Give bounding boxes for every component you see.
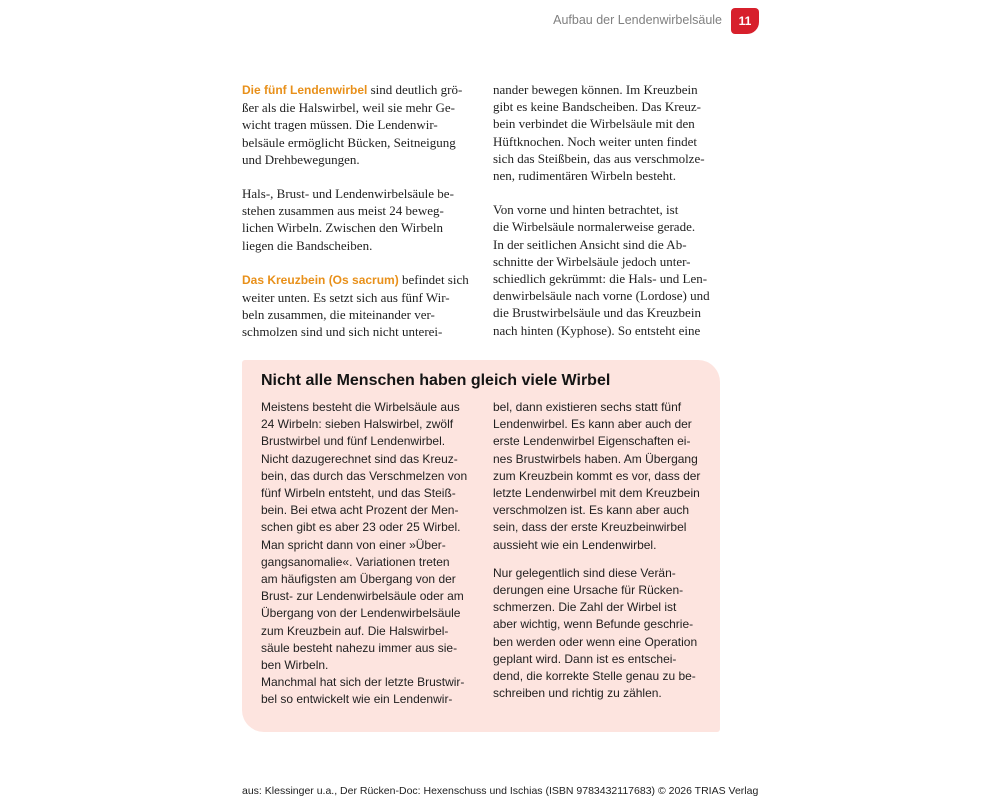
info-paragraph: Nur gelegentlich sind diese Verän- derungen eine Ursache für Rücken- schmerzen. Die Zahl der Wirbel ist aber wichtig, wenn Befunde geschrie- ben werden oder wenn eine Operation geplant wird. Dann ist es entschei- dend, die korrekte Stelle genau zu be- schreiben und richtig zu zählen.	[493, 565, 698, 701]
main-left-column	[242, 81, 470, 358]
paragraph-lendenwirbel	[242, 81, 470, 168]
info-box-left-column	[261, 399, 486, 720]
info-paragraph: bel, dann existieren sechs statt fünf Lendenwirbel. Es kann aber auch der erste Lendenwirbel Eigenschaften ei- nes Brustwirbels haben. Am Übergang zum Kreuzbein kommt es vor, dass der letzte Lendenwirbel mit dem Kreuzbein verschmolzen ist. Es kann aber auch sein, dass der erste Kreuzbeinwirbel aussieht wie ein Lendenwirbel.	[493, 400, 701, 552]
paragraph-kreuzbein-continued: nander bewegen können. Im Kreuzbein gibt es keine Bandscheiben. Das Kreuz- bein verbindet die Wirbelsäule mit den Hüftknochen. Noch weiter unten findet sich das Steißbein, das aus verschmolze- nen, rudimentären Wirbeln besteht.	[493, 82, 705, 184]
page-number-badge: 11	[731, 8, 759, 34]
highlight-lendenwirbel: Die fünf Lendenwirbel	[242, 83, 368, 97]
info-paragraph: Meistens besteht die Wirbelsäule aus 24 Wirbeln: sieben Halswirbel, zwölf Brustwirbel und fünf Lendenwirbel. Nicht dazugerechnet sind das Kreuz- bein, das durch das Verschmelzen von fünf Wirbeln entsteht, und das Steiß- bein. Bei etwa acht Prozent der Men- schen gibt es aber 23 oder 25 Wirbel. Man spricht dann von einer »Über- gangsanomalie«. Variationen treten am häufigsten am Übergang von der Brust- zur Lendenwirbelsäule oder am Übergang von der Lendenwirbelsäule zum Kreuzbein auf. Die Halswirbel- säule besteht nahezu immer aus sie- ben Wirbeln. Manchmal hat sich der letzte Brustwir- bel so entwickelt wie ein Lendenwir-	[261, 400, 468, 707]
main-right-column	[493, 81, 725, 356]
info-box-title: Nicht alle Menschen haben gleich viele Wirbel	[261, 372, 611, 389]
highlight-kreuzbein: Das Kreuzbein (Os sacrum)	[242, 272, 399, 287]
source-footer: aus: Klessinger u.a., Der Rücken-Doc: Hexenschuss und Ischias (ISBN 9783432117683) © 2026 TRIAS Verlag	[242, 785, 759, 797]
paragraph-kruemmung: Von vorne und hinten betrachtet, ist die Wirbelsäule normalerweise gerade. In der seitlichen Ansicht sind die Ab- schnitte der Wirbelsäule jedoch unter- schiedlich gekrümmt: die Hals- und Len- denwirbelsäule nach vorne (Lordose) und die Brustwirbelsäule und das Kreuzbein nach hinten (Kyphose). So entsteht eine	[493, 202, 710, 338]
paragraph-wirbelsaeule: Hals-, Brust- und Lendenwirbelsäule be- stehen zusammen aus meist 24 beweg- lichen Wirbeln. Zwischen den Wirbeln liegen die Bandscheiben.	[242, 186, 454, 253]
paragraph-text: befindet sich weiter unten. Es setzt sich aus fünf Wir- beln zusammen, die miteinander ver- schmolzen sind und sich nicht unterei-	[242, 271, 469, 340]
paragraph-kreuzbein	[242, 271, 470, 341]
info-box-right-column	[493, 399, 715, 713]
paragraph-text: sind deutlich grö- ßer als die Halswirbel, weil sie mehr Ge- wicht tragen müssen. Die Lendenwir- belsäule ermöglicht Bücken, Seitneigung und Drehbewegungen.	[242, 82, 463, 167]
running-header: Aufbau der Lendenwirbelsäule	[553, 13, 722, 27]
